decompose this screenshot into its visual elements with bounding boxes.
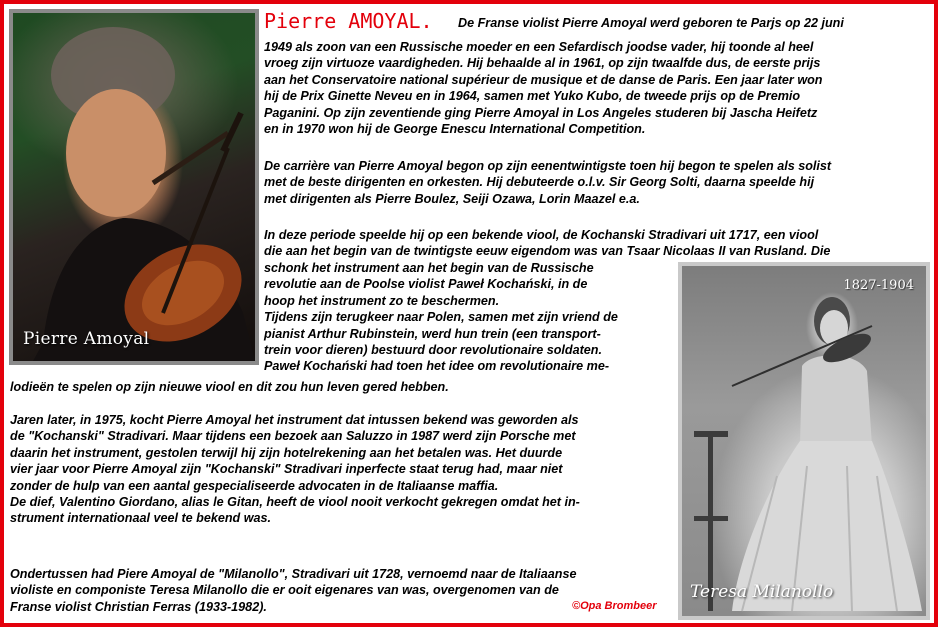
text-line: trein voor dieren) bestuurd door revolutionaire soldaten. (264, 343, 602, 358)
text-line: aan het Conservatoire national supérieur de musique et de danse de Paris. Een jaar later won (264, 72, 823, 87)
text-line: De carrière van Pierre Amoyal begon op zijn eenentwintigste toen hij begon te spelen als solist (264, 159, 832, 173)
paragraph-theft (10, 412, 580, 527)
text-line: lodieën te spelen op zijn nieuwe viool en dit zou hun leven gered hebben. (10, 380, 449, 394)
signature: ©Opa Brombeer (572, 600, 657, 612)
text-line: revolutie aan de Poolse violist Paweł Kochański, in de (264, 277, 588, 292)
text-line: die aan het begin van de twintigste eeuw eigendom was van Tsaar Nicolaas II van Rusland. Die (264, 244, 831, 259)
page-title: Pierre AMOYAL. (264, 9, 433, 33)
text-line: en in 1970 won hij de George Enescu International Competition. (264, 122, 646, 137)
photo-teresa-milanollo (678, 262, 930, 620)
text-line: violiste en componiste Teresa Milanollo die er ooit eigenares van was, overgenomen van de (10, 583, 559, 598)
photo-caption: Pierre Amoyal (23, 329, 150, 349)
text-line: In deze periode speelde hij op een bekende viool, de Kochanski Stradivari uit 1717, een viool (264, 228, 819, 242)
text-line: daarin het instrument, gestolen terwijl hij zijn hotelrekening aan het betalen was. Het duurde (10, 445, 563, 460)
paragraph-violin-continued (264, 260, 618, 375)
paragraph-violin (264, 227, 830, 260)
text-line: Franse violist Christian Ferras (1933-1982). (10, 599, 267, 614)
text-line: 1949 als zoon van een Russische moeder en een Sefardisch joodse vader, hij toonde al heel (264, 40, 814, 54)
text-line: zonder de hulp van een aantal gespecialiseerde advocaten in de Italiaanse maffia. (10, 478, 499, 493)
text-line: hij de Prix Ginette Neveu en in 1964, samen met Yuko Kubo, de tweede prijs op de Premio (264, 89, 801, 104)
text-line: Paganini. Op zijn zeventiende ging Pierre Amoyal in Los Angeles studeren bij Jascha Heifetz (264, 105, 818, 120)
paragraph-career (264, 158, 831, 207)
text-line: met de beste dirigenten en orkesten. Hij debuteerde o.l.v. Sir Georg Solti, daarna speelde hij (264, 175, 815, 190)
text-line: strument internationaal veel te bekend was. (10, 511, 272, 526)
intro-first-line: De Franse violist Pierre Amoyal werd geboren te Parjs op 22 juni (458, 16, 844, 30)
text-line: hoop het instrument zo te beschermen. (264, 293, 500, 308)
text-line: met dirigenten als Pierre Boulez, Seiji Ozawa, Lorin Maazel e.a. (264, 191, 640, 206)
text-line: Tijdens zijn terugkeer naar Polen, samen met zijn vriend de (264, 310, 618, 325)
text-line: vroeg zijn virtuoze vaardigheden. Hij behaalde al in 1961, op zijn twaalfde dus, de eerste prijs (264, 56, 821, 71)
portrait-illustration (682, 266, 926, 616)
paragraph-closing (10, 566, 577, 615)
text-line: schonk het instrument aan het begin van de Russische (264, 261, 594, 275)
text-line: Ondertussen had Piere Amoyal de "Milanollo", Stradivari uit 1728, vernoemd naar de Italiaanse (10, 567, 577, 581)
text-line: pianist Arthur Rubinstein, werd hun trein (een transport- (264, 326, 601, 341)
violin-illustration (13, 13, 255, 361)
photo-pierre-amoyal (9, 9, 259, 365)
text-line: vier jaar voor Pierre Amoyal zijn "Kochanski" Stradivari inperfecte staat terug had, maar niet (10, 462, 563, 477)
text-line: Jaren later, in 1975, kocht Pierre Amoyal het instrument dat intussen bekend was geworden als (10, 413, 579, 427)
photo-caption: Teresa Milanollo (690, 582, 834, 602)
text-line: De dief, Valentino Giordano, alias le Gitan, heeft de viool nooit verkocht gekregen omdat het in- (10, 495, 580, 510)
photo-years: 1827-1904 (843, 278, 914, 293)
text-line: de "Kochanski" Stradivari. Maar tijdens een bezoek aan Saluzzo in 1987 werd zijn Porsche met (10, 429, 576, 444)
text-line: Paweł Kochański had toen het idee om revolutionaire me- (264, 359, 610, 374)
paragraph-intro (264, 39, 823, 137)
